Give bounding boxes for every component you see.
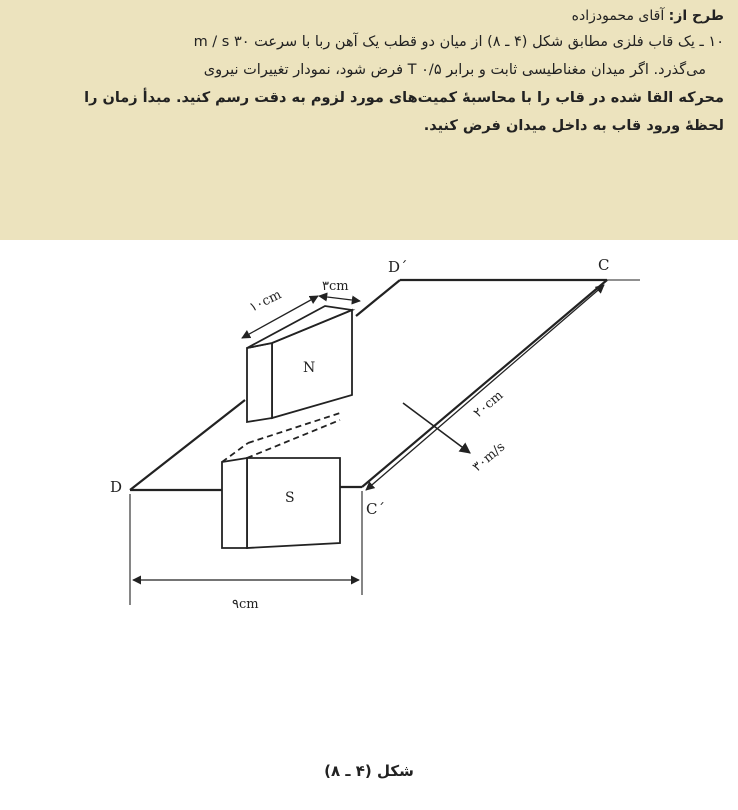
label-10cm: ۱۰cm bbox=[247, 287, 284, 316]
label-c: C bbox=[598, 256, 610, 274]
velocity-arrow bbox=[403, 403, 470, 453]
frame-edge-dprime-top bbox=[356, 280, 400, 316]
problem-line-4: لحظهٔ ورود قاب به داخل میدان فرض کنید. bbox=[423, 118, 724, 134]
label-north-pole: N bbox=[303, 360, 316, 376]
label-20cm: ۲۰cm bbox=[470, 387, 507, 422]
problem-line-3: محرکه القا شده در قاب را با محاسبهٔ کمیت‌های مورد لزوم به دقت رسم کنید. مبدأ زمان را bbox=[84, 90, 724, 106]
north-pole-block bbox=[247, 306, 352, 422]
figure-caption: شکل (۴ ـ ۸) bbox=[324, 762, 414, 780]
label-d-prime: D´ bbox=[388, 258, 408, 276]
label-c-prime: C´ bbox=[366, 500, 385, 518]
label-3cm: ۳cm bbox=[322, 279, 349, 294]
problem-line-2: می‌گذرد. اگر میدان مغناطیسی ثابت و برابر ۰/۵ T فرض شود، نمودار تغییرات نیروی bbox=[203, 62, 706, 78]
magnet-frame-diagram bbox=[0, 240, 738, 620]
dim-arrow-3cm bbox=[319, 296, 360, 301]
south-pole-side bbox=[222, 458, 247, 548]
problem-line-1: ۱۰ ـ یک قاب فلزی مطابق شکل (۴ ـ ۸) از میان دو قطب یک آهن ربا با سرعت ۳۰ m / s bbox=[193, 34, 724, 50]
problem-text-block bbox=[0, 0, 738, 240]
label-south-pole: S bbox=[285, 490, 295, 506]
north-pole-side bbox=[247, 343, 272, 422]
author-line bbox=[14, 8, 724, 24]
south-pole-block bbox=[222, 413, 340, 548]
metal-frame bbox=[130, 280, 607, 490]
author-name: آقای محمودزاده bbox=[571, 8, 665, 24]
label-9cm: ۹cm bbox=[232, 597, 259, 612]
author-label: طرح از: bbox=[668, 8, 724, 24]
label-d: D bbox=[110, 478, 123, 496]
label-velocity: ۳۰m/s bbox=[469, 439, 509, 476]
